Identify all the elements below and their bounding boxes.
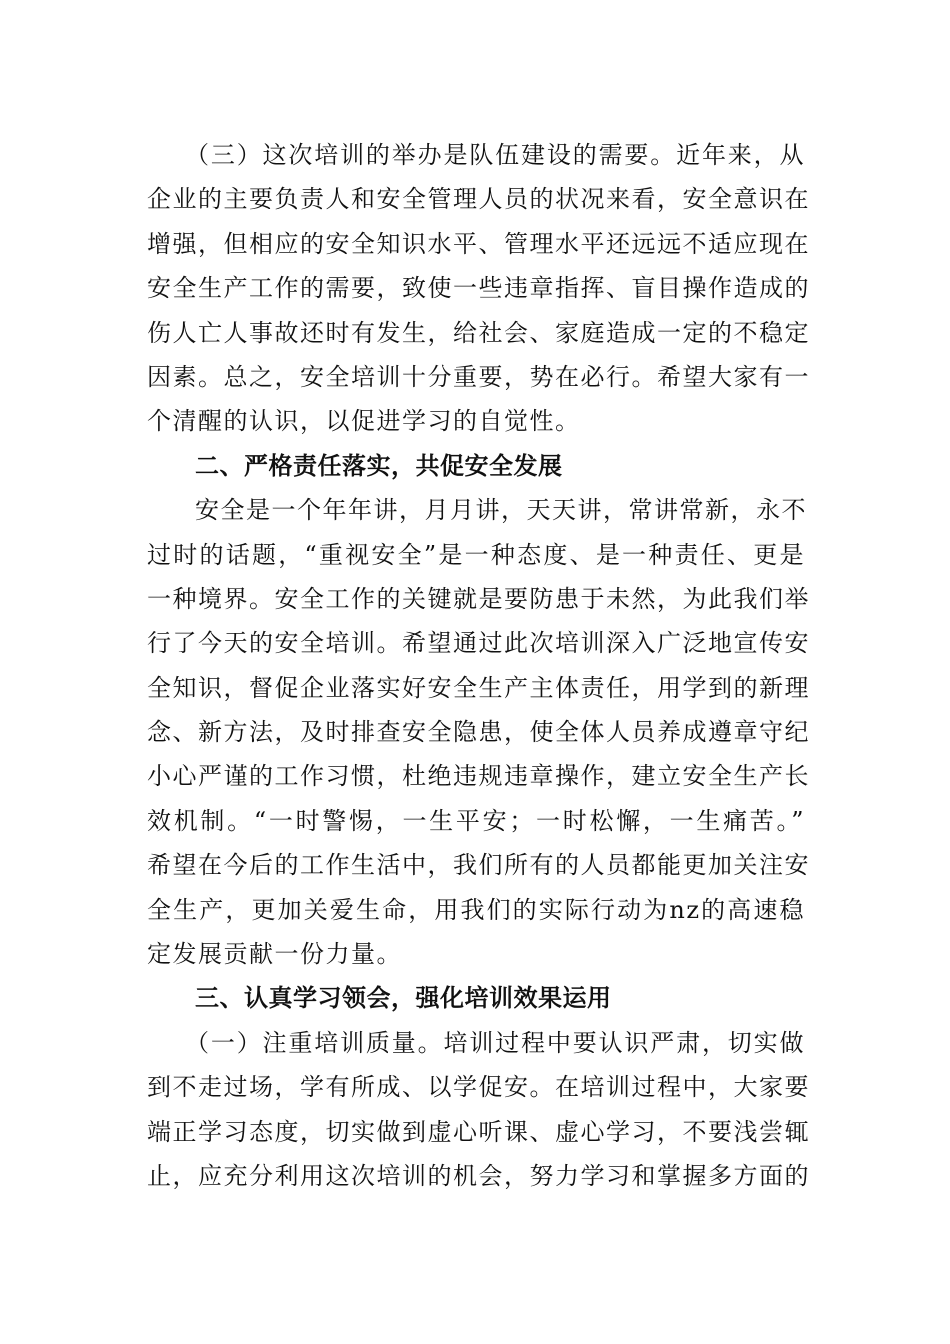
- text-line: 增强，但相应的安全知识水平、管理水平还远远不适应现在: [147, 229, 810, 258]
- text-line: 安全是一个年年讲，月月讲，天天讲，常讲常新，永不: [195, 496, 807, 525]
- text-line: 效机制。“一时警惕，一生平安；一时松懈，一生痛苦。”: [147, 806, 805, 835]
- text-line: 行了今天的安全培训。希望通过此次培训深入广泛地宣传安: [147, 629, 810, 658]
- paragraph-training-quality: [147, 1021, 810, 1199]
- paragraph-training-team-building: [147, 133, 810, 444]
- text-line: 全生产，更加关爱生命，用我们的实际行动为nz的高速稳: [147, 895, 805, 924]
- text-line: 端正学习态度，切实做到虚心听课、虚心学习，不要浅尝辄: [147, 1117, 810, 1146]
- document-page: [147, 133, 810, 1198]
- text-line: 到不走过场，学有所成、以学促安。在培训过程中，大家要: [147, 1073, 810, 1102]
- text-line: 止，应充分利用这次培训的机会，努力学习和掌握多方面的: [147, 1161, 810, 1190]
- section-heading-3: 三、认真学习领会，强化培训效果运用: [195, 984, 612, 1013]
- section-heading-2: 二、严格责任落实，共促安全发展: [195, 451, 563, 480]
- paragraph-safety-responsibility: [147, 488, 810, 976]
- text-line: （一）注重培训质量。培训过程中要认识严肃，切实做: [185, 1028, 805, 1057]
- text-line: 一种境界。安全工作的关键就是要防患于未然，为此我们举: [147, 584, 810, 613]
- text-line: （三）这次培训的举办是队伍建设的需要。近年来，从: [185, 141, 805, 169]
- text-line: 念、新方法，及时排查安全隐患，使全体人员养成遵章守纪: [147, 718, 810, 747]
- text-line: 定发展贡献一份力量。: [147, 940, 402, 969]
- text-line: 个清醒的认识，以促进学习的自觉性。: [147, 407, 581, 436]
- text-line: 希望在今后的工作生活中，我们所有的人员都能更加关注安: [147, 851, 810, 880]
- text-line: 伤人亡人事故还时有发生，给社会、家庭造成一定的不稳定: [147, 318, 810, 347]
- text-line: 企业的主要负责人和安全管理人员的状况来看，安全意识在: [147, 185, 810, 214]
- text-line: 过时的话题，“重视安全”是一种态度、是一种责任、更是: [147, 540, 805, 569]
- text-line: 小心严谨的工作习惯，杜绝违规违章操作，建立安全生产长: [147, 762, 810, 791]
- text-line: 安全生产工作的需要，致使一些违章指挥、盲目操作造成的: [147, 274, 810, 303]
- text-line: 因素。总之，安全培训十分重要，势在必行。希望大家有一: [147, 362, 810, 391]
- text-line: 全知识，督促企业落实好安全生产主体责任，用学到的新理: [147, 673, 810, 702]
